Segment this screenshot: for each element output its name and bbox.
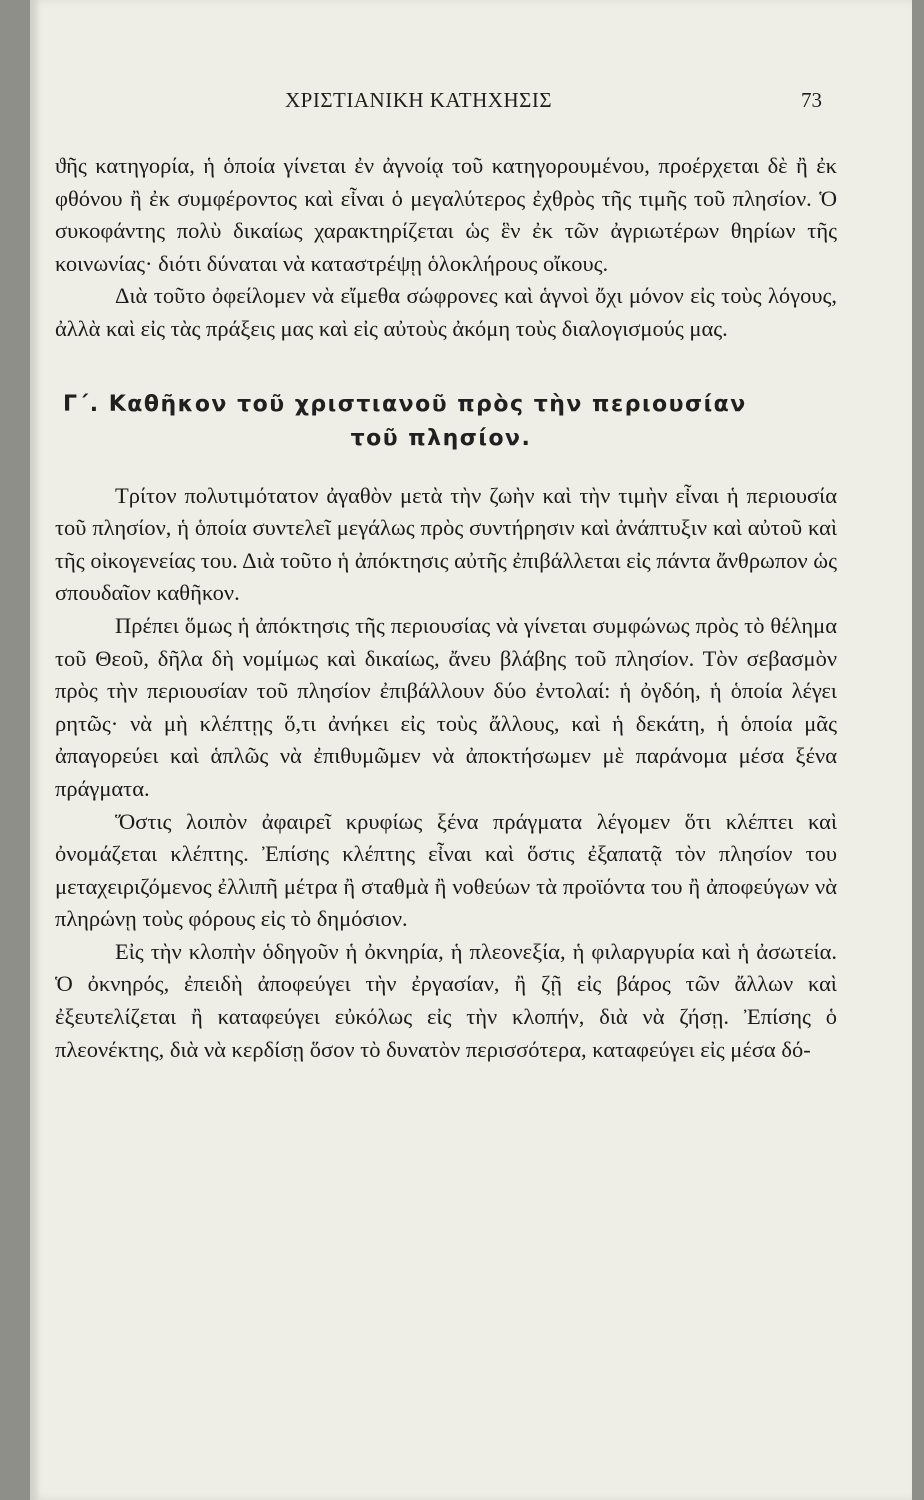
section-heading	[55, 388, 837, 456]
paragraph: Εἰς τὴν κλοπὴν ὁδηγοῦν ἡ ὀκνηρία, ἡ πλεονεξία, ἡ φιλαργυρία καὶ ἡ ἀσωτεία. Ὁ ὀκνηρός, ἐπειδὴ ἀποφεύγει τὴν ἐργασίαν, ἢ ζῇ εἰς βάρος τῶν ἄλλων καὶ ἐξευτελίζεται ἢ καταφεύγει εὐκόλως εἰς τὴν κλοπήν, διὰ νὰ ζήσῃ. Ἐπίσης ὁ πλεονέκτης, διὰ νὰ κερδίσῃ ὅσον τὸ δυνατὸν περισσότερα, καταφεύγει εἰς μέσα δό-	[55, 938, 837, 1062]
paragraph: Τρίτον πολυτιμότατον ἀγαθὸν μετὰ τὴν ζωὴν καὶ τὴν τιμὴν εἶναι ἡ περιουσία τοῦ πλησίον, ἡ ὁποία συντελεῖ μεγάλως πρὸς συντήρησιν καὶ ἀνάπτυξιν καὶ αὐτοῦ καὶ τῆς οἰκογενείας του. Διὰ τοῦτο ἡ ἀπόκτησις αὐτῆς ἐπιβάλλεται εἰς πάντα ἄνθρωπον ὡς σπουδαῖον καθῆκον.	[55, 482, 837, 606]
page-number: 73	[801, 88, 822, 112]
paragraph: Διὰ τοῦτο ὀφείλομεν νὰ εἴμεθα σώφρονες καὶ ἁγνοὶ ὄχι μόνον εἰς τοὺς λόγους, ἀλλὰ καὶ εἰς τὰς πράξεις μας καὶ εἰς αὐτοὺς ἀκόμη τοὺς διαλογισμούς μας.	[55, 283, 837, 341]
section-heading-line-2: τοῦ πλησίον.	[350, 425, 532, 451]
page-body	[55, 150, 837, 1066]
section-heading-line-1: Γ΄. Καθῆκον τοῦ χριστιανοῦ πρὸς τὴν περιουσίαν	[63, 391, 747, 417]
paragraph: ϑῆς κατηγορία, ἡ ὁποία γίνεται ἐν ἀγνοίᾳ τοῦ κατηγορουμένου, προέρχεται δὲ ἢ ἐκ φθόνου ἢ ἐκ συμφέροντος καὶ εἶναι ὁ μεγαλύτερος ἐχθρὸς τῆς τιμῆς τοῦ πλησίον. Ὁ συκοφάντης πολὺ δικαίως χαρακτηρίζεται ὡς ἓν ἐκ τῶν ἀγριωτέρων θηρίων τῆς κοινωνίας· διότι δύναται νὰ καταστρέψῃ ὁλοκλήρους οἴκους.	[55, 153, 837, 276]
paragraph: Ὅστις λοιπὸν ἀφαιρεῖ κρυφίως ξένα πράγματα λέγομεν ὅτι κλέπτει καὶ ὀνομάζεται κλέπτης. Ἐπίσης κλέπτης εἶναι καὶ ὅστις ἐξαπατᾷ τὸν πλησίον του μεταχειριζόμενος ἐλλιπῆ μέτρα ἢ σταθμὰ ἢ νοθεύων τὰ προϊόντα του ἢ ἀποφεύγων νὰ πληρώνῃ τοὺς φόρους εἰς τὸ δημόσιον.	[55, 808, 837, 932]
running-title: ΧΡΙΣΤΙΑΝΙΚΗ ΚΑΤΗΧΗΣΙΣ	[285, 88, 553, 112]
paragraph: Πρέπει ὅμως ἡ ἀπόκτησις τῆς περιουσίας νὰ γίνεται συμφώνως πρὸς τὸ θέλημα τοῦ Θεοῦ, δῆλα δὴ νομίμως καὶ δικαίως, ἄνευ βλάβης τοῦ πλησίον. Τὸν σεβασμὸν πρὸς τὴν περιουσίαν τοῦ πλησίον ἐπιβάλλουν δύο ἐντολαί: ἡ ὀγδόη, ἡ ὁποία λέγει ρητῶς· νὰ μὴ κλέπτῃς ὅ,τι ἀνήκει εἰς τοὺς ἄλλους, καὶ ἡ δεκάτη, ἡ ὁποία μᾶς ἀπαγορεύει καὶ ἁπλῶς νὰ ἐπιθυμῶμεν νὰ ἀποκτήσωμεν μὲ παράνομα μέσα ξένα πράγματα.	[55, 612, 837, 801]
book-page	[30, 0, 912, 1500]
page-header	[30, 88, 912, 124]
